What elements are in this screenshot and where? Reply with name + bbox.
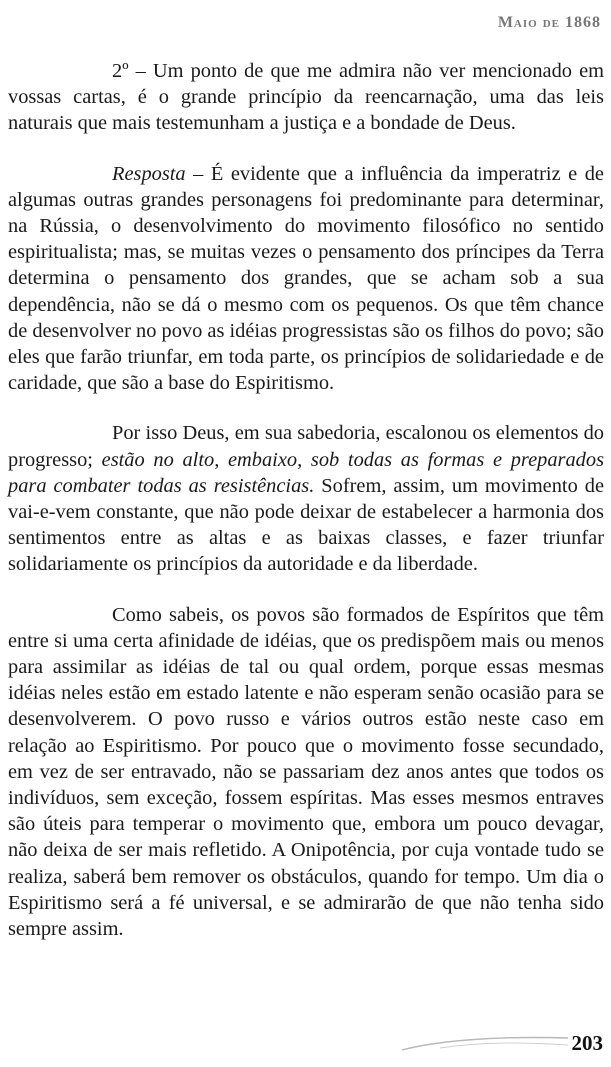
paragraph-3-emphasis: estão no alto, embaixo, sob todas as formas e preparados para combater todas as resistências. xyxy=(8,448,605,497)
running-header: Maio de 1868 xyxy=(497,14,601,31)
paragraph-2 xyxy=(8,161,604,397)
paragraph-2-text: – É evidente que a influência da imperatriz e de algumas outras grandes personagens foi predominante para determinar, na Rússia, o desenvolvimento do movimento filosófico no sentido espiritualista; mas, se muitas vezes o pensamento dos príncipes da Terra determina o pensamento dos grandes, que se acham sob a sua dependência, não se dá o mesmo com os pequenos. Os que têm chance de desenvolver no povo as idéias progressistas são os filhos do povo; são eles que farão triunfar, em toda parte, os princípios de solidariedade e de caridade, que são a base do Espiritismo. xyxy=(8,162,604,395)
paragraph-3 xyxy=(8,420,604,577)
paragraph-3-end: Sofrem, assim, um movimento de vai-e-vem constante, que não pode deixar de estabelecer a harmonia dos sentimentos entre as altas e as baixas classes, e fazer triunfar solidariamente os princípios da autoridade e da liberdade. xyxy=(8,474,604,576)
paragraph-3-start: Por isso Deus, em sua sabedoria, escalonou os elementos do progresso; xyxy=(8,422,604,471)
footer-swoosh-ornament xyxy=(400,1026,570,1056)
answer-label: Resposta xyxy=(112,162,186,185)
page-body xyxy=(8,58,604,966)
page-number: 203 xyxy=(571,1031,603,1055)
paragraph-1: 2º – Um ponto de que me admira não ver mencionado em vossas cartas, é o grande princípio da reencarnação, uma das leis naturais que mais testemunham a justiça e a bondade de Deus. xyxy=(8,60,604,135)
paragraph-4: Como sabeis, os povos são formados de Espíritos que têm entre si uma certa afinidade de idéias, que os predispõem mais ou menos para assimilar as idéias de tal ou qual ordem, porque essas mesmas idéias neles estão em estado latente e não esperam senão ocasião para se desenvolverem. O povo russo e vários outros estão neste caso em relação ao Espiritismo. Por pouco que o movimento fosse secundado, em vez de ser entravado, não se passariam dez anos antes que todos os indivíduos, sem exceção, fossem espíritas. Mas esses mesmos entraves são úteis para temperar o movimento que, embora um pouco devagar, não deixa de ser mais refletido. A Onipotência, por cuja vontade tudo se realiza, saberá bem remover os obstáculos, quando for tempo. Um dia o Espiritismo será a fé universal, e se admirarão de que não tenha sido sempre assim. xyxy=(8,603,604,941)
